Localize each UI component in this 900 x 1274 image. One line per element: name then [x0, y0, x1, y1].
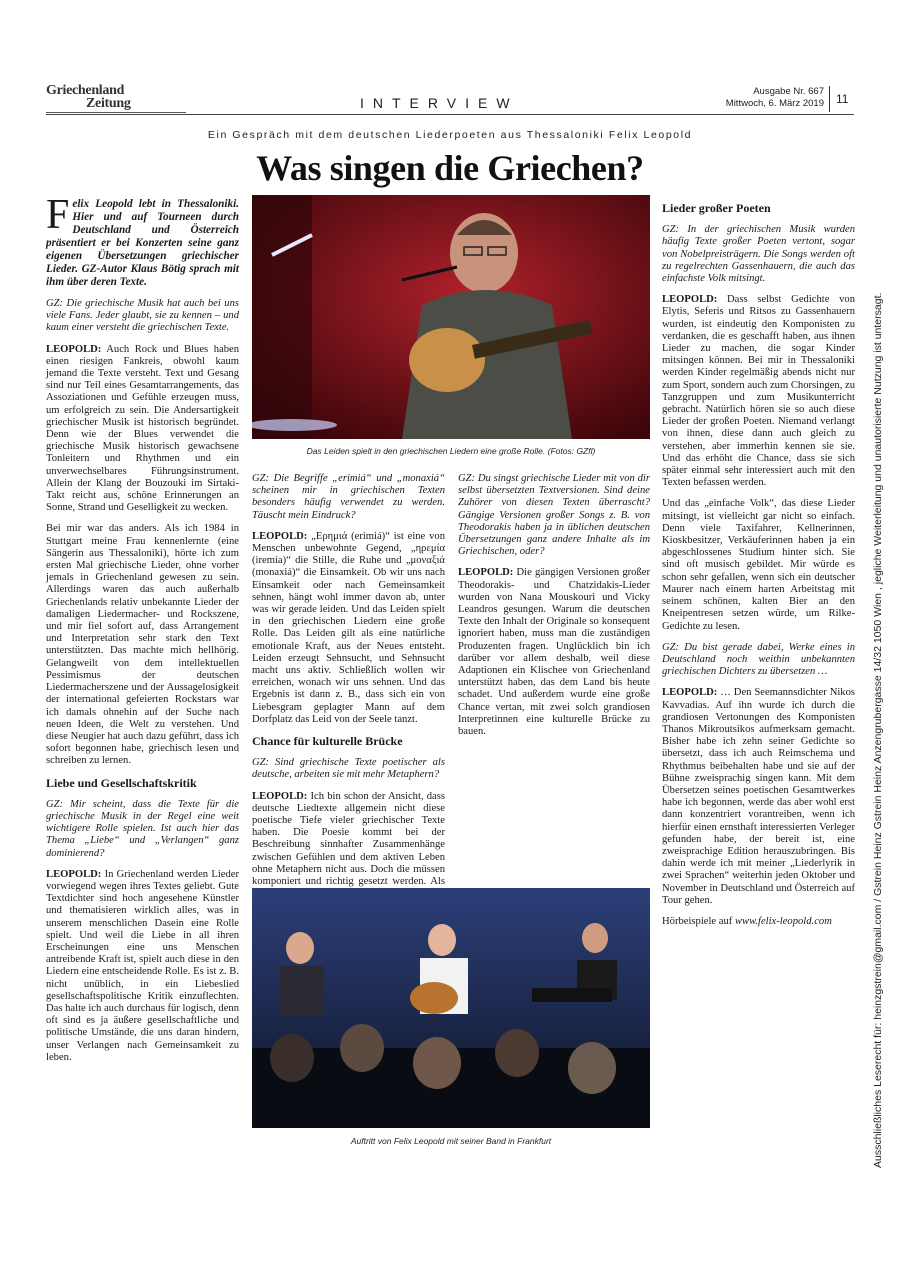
speaker-label: LEOPOLD:: [662, 294, 718, 306]
question-6: GZ: In der griechischen Musik wurden häufig Texte großer Poeten vertont, sogar von Nobelpreisträgern. Die Songs werden oft zu regelrechten Gassenhauern, die auch das einfachste Volk mitsingt.: [662, 224, 855, 285]
answer-6-continued: Und das „einfache Volk“, das diese Lieder mitsingt, ist vielleicht gar nicht so einfach. Denn viele Taxifahrer, Kellnerinnen, Kioskbesitzer, Verkäuferinnen haben ja ein abgeschlossenes Studium hinter sich. Sie sind oft musisch gebildet. Mir würde es schon sehr gefallen, wenn sich ein deutscher Maurer nach einem harten Arbeitstag mit seinem schönen, kalten Bier an den Kneipentresen setzen würde, um Rilke-Gedichte zu lesen.: [662, 498, 855, 632]
audio-samples-line: [662, 916, 855, 928]
subheading-1: Liebe und Gesellschaftskritik: [46, 775, 197, 790]
page-number-divider: [829, 86, 830, 112]
speaker-label: LEOPOLD:: [662, 687, 718, 699]
logo-underline: [46, 112, 186, 113]
section-label: INTERVIEW: [360, 95, 519, 111]
column-1: [46, 192, 239, 1073]
speaker-label: LEOPOLD:: [46, 868, 102, 880]
answer-7-text: … Den Seemannsdichter Nikos Kavvadias. Auf ihn wurde ich durch die grandiosen Vertonungen des Komponisten Thanos Mikroutsikos aufmerksam gemacht. Bisher habe ich zehn seiner Gedichte so übersetzt, dass ich auch Reimschema und Rhythmus beibehalten habe und sie auf der Bühne zweisprachig singen kann. Mit dem Übersetzen seines poetischen Gesamtwerkes habe ich begonnen, werde das aber wohl erst dann konzentriert vorantreiben, wenn ich hierfür einen ernsthaft interessierten Verleger gefunden habe, der bereit ist, eine zweisprachige Edition herauszubringen. Bis dahin werde ich mit meiner „Liederlyrik in zwei Sprachen“ weiterhin jeden Oktober und November in Deutschland und Österreich auf Tour gehen.: [662, 687, 855, 906]
copyright-text: Ausschließliches Leserecht für: heinzgstrein@gmail.com / Gstrein Heinz Gstrein Heinz Anzengrubergasse 14/32 1050 Wien , jegliche Weiterleitung und unautorisierte Nutzung ist untersagt.: [872, 292, 884, 1168]
answer-1-text: Auch Rock und Blues haben einen riesigen Fankreis, obwohl kaum jemand die Texte versteht. Text und Gesang sind nur Teil eines Gesamtarrangements, das Assoziationen und Gefühle erzeugen muss, um erfolgreich zu sein. Die Andersartigkeit griechischer Musik ist historisch begründet. Denn wie der Blues verwendet die griechische Musik historisch gewachsene Tonleitern und Rhythmen und ein unverwechselbares Führungsinstrument. Allein der Klang der Bouzouki im Sirtaki-Takt reicht aus, schöne Erinnerungen an Sonne, Strand und Geselligkeit zu wecken.: [46, 343, 239, 514]
photo-1-caption: Das Leiden spielt in den griechischen Liedern eine große Rolle. (Fotos: GZfl): [306, 446, 596, 456]
answer-3-text: „Ερημιά (erimiá)“ ist eine von Menschen unbewohnte Gegend, „ηρεμία (iremía)“ die Stille, die Ruhe und „μοναξιά (monaxiá)“ die Einsamkeit. Ob wir uns nach Einsamkeit oder nach Gemeinsamkeit sehnen, hängt wohl immer davon ab, unter was wir gerade leiden. Und das Leiden spielt in den griechischen Liedern eine große Rolle. Das Leiden gilt als eine natürliche emotionale Kraft, aus der Neues entsteht. Leiden erzeugt Sehnsucht, und Sehnsucht macht uns aktiv. Schließlich wollen wir erreichen, wonach wir uns sehnen. Und das Ergebnis ist dann z. B., dass sich ein von Liebesgram geplagter Mann auf dem Dorfplatz das Leid von der Seele tanzt.: [252, 530, 445, 725]
column-4: [662, 198, 855, 937]
speaker-label: LEOPOLD:: [458, 567, 514, 579]
intro-text: elix Leopold lebt in Thessaloniki. Hier und auf Tourneen durch Deutschland und Österreich präsentiert er bei Konzerten seine ganz eigenen Übersetzungen griechischer Lieder. GZ-Autor Klaus Bötig sprach mit ihm über deren Texte.: [46, 198, 239, 288]
copyright-sidebar: [872, 100, 894, 1180]
subheading-3: Lieder großer Poeten: [662, 201, 771, 215]
drop-cap: F: [46, 192, 70, 238]
question-3: GZ: Die Begriffe „erimiá“ und „monaxiá“ scheinen mir in griechischen Texten besonders häufig verwendet zu werden. Täuscht mein Eindruck?: [252, 473, 445, 521]
question-7: GZ: Du bist gerade dabei, Werke eines in Deutschland noch weithin unbekannten griechischen Dichters zu übersetzen …: [662, 641, 855, 678]
header-rule: [46, 114, 854, 115]
question-1: GZ: Die griechische Musik hat auch bei uns viele Fans. Jeder glaubt, sie zu kennen – und kaum einer versteht die griechischen Texte.: [46, 298, 239, 334]
article-kicker: Ein Gespräch mit dem deutschen Liederpoeten aus Thessaloniki Felix Leopold: [207, 129, 693, 141]
photo-singer-guitar: [252, 195, 650, 439]
column-3: [458, 473, 650, 747]
speaker-label: LEOPOLD:: [252, 790, 308, 802]
issue-date: Mittwoch, 6. März 2019: [725, 98, 824, 109]
question-2: GZ: Mir scheint, dass die Texte für die griechische Musik in der Regel eine weit wichtigere Rolle spielen. Ist auch hier das Thema „Liebe“ und „Verlangen“ ganz dominierend?: [46, 798, 239, 859]
speaker-label: LEOPOLD:: [252, 530, 308, 542]
answer-2-text: In Griechenland werden Lieder vorwiegend wegen ihres Textes geliebt. Gute Textdichter sind hoch angesehene Künstler und thematisieren wirklich alles, was in unserem menschlichen Dasein eine Rolle spielt. Und weil die Liebe in all ihren Erscheinungen eine uns Menschen antreibende Kraft ist, spielt auch diese in den Liedern eine entscheidende Rolle. Es ist z. B. nicht unüblich, in ein Liebeslied gesellschaftspolitische Kritik einzuflechten. Das halte ich auch durchaus für logisch, denn oft sind es ja äußere gesellschaftliche und politische Umstände, die uns daran hindern, unser Verlangen nach Gemeinsamkeit zu leben.: [46, 868, 239, 1063]
answer-1: [46, 344, 239, 515]
issue-info: [726, 86, 824, 110]
photo-2-illustration: [252, 888, 650, 1128]
subheading-2: Chance für kulturelle Brücke: [252, 734, 403, 749]
answer-2: [46, 869, 239, 1064]
article-intro: [46, 192, 239, 289]
newspaper-logo: [46, 84, 138, 110]
answer-5: [458, 567, 650, 738]
photo-2-caption: Auftritt von Felix Leopold mit seiner Band in Frankfurt: [350, 1136, 552, 1146]
answer-3: [252, 531, 445, 726]
answer-4-text: Ich bin schon der Ansicht, dass deutsche Liedtexte allgemein nicht diese poetische Tiefe vieler griechischer Texte haben. Die Poesie kommt bei der Beschreibung sinnhafter Zusammenhänge zwischen Gefühlen und dem aktiven Leben ohne Metaphern nicht aus. Doch die müssen komponiert und richtig gesetzt werden. Als: [252, 790, 445, 888]
issue-number: Ausgabe Nr. 667: [753, 86, 824, 97]
answer-6: [662, 294, 855, 489]
page-number: 11: [836, 92, 849, 106]
article-headline: Was singen die Griechen?: [256, 148, 644, 188]
answer-5-text: Die gängigen Versionen großer Theodorakis- und Chatzidakis-Lieder wurden von Nana Mouskouri und Vicky Leandros gesungen. Warum die deutschen Texte den Inhalt der Originale so konsequent ignoriert haben, muss man die zuständigen Produzenten fragen. Unglücklich bin ich darüber vor allem deshalb, weil diese Adaptionen ein Klischee von Griechenland unterstützt haben, das dem Land bis heute schadet. Und außerdem wurde eine große Chance vertan, mit zwei solch grandiosen Interpretinnen eine kulturelle Brücke zu bauen.: [458, 567, 650, 738]
audio-samples-label: Hörbeispiele auf: [662, 915, 735, 927]
logo-line-1: Griechenland: [46, 83, 125, 98]
question-4: GZ: Sind griechische Texte poetischer als deutsche, arbeiten sie mit mehr Metaphern?: [252, 757, 445, 781]
logo-line-2: Zeitung: [86, 96, 131, 111]
photo-band-frankfurt: [252, 888, 650, 1128]
answer-1-continued: Bei mir war das anders. Als ich 1984 in Stuttgart meine Frau kennenlernte (eine Sängerin aus Thessaloniki), hörte ich zum ersten Mal griechische Lieder, ohne vorher jemals in Griechenland gewesen zu sein. Allerdings waren das auch außerhalb Griechenlands relativ unbekannte Lieder der damaligen Liedermacher- und Rockszene, und mir fiel sofort auf, dass Arrangement und Interpretation sehr stark den Text unterstützten. Das machte mich hellhörig. Gelangweilt von dem intellektuellen Pessimismus der deutschen Liedermacherszene und der Aussagelosigkeit der international gefeierten Rockstars war ich damals ohnehin auf der Suche nach neuen Ideen, die Welt zu verstehen. Und diese Neugier hat auch dazu geführt, dass ich sofort begonnen habe, griechisch lesen und schreiben zu lernen.: [46, 523, 239, 767]
website-link[interactable]: www.felix-leopold.com: [734, 915, 832, 927]
speaker-label: LEOPOLD:: [46, 343, 102, 355]
answer-6-text: Dass selbst Gedichte von Elytis, Seferis und Ritsos zu Gassenhauern wurden, ist eindeutig den Komponisten zu verdanken, die es geschafft haben, aus ihnen Lieder zu machen, die sogar Kinder mitsingen können. Bei mir in Thessaloniki werden Kinder regelmäßig abends nicht nur zum Sport, sondern auch zum Chorsingen, zu Tanzgruppen und zum Musikunterricht gebracht. Natürlich hören sie so auch diese Lieder der großen Poeten. Niemand verlangt von ihnen, diese dann auch gleich zu verstehen, aber immerhin kennen sie sie. Und das erhöht die Chance, dass sie sich später einmal sehr interessiert auch mit den Texten befassen werden.: [662, 294, 856, 489]
question-5: GZ: Du singst griechische Lieder mit von dir selbst übersetzten Textversionen. Sind deine Zuhörer von diesen Texten überrascht? Gängige Versionen großer Songs z. B. von Theodorakis haben ja in üblichen deutschen Übersetzungen ganz andere Inhalte als im Griechischen, oder?: [458, 473, 650, 558]
photo-1-illustration: [252, 195, 650, 439]
answer-7: [662, 687, 855, 907]
